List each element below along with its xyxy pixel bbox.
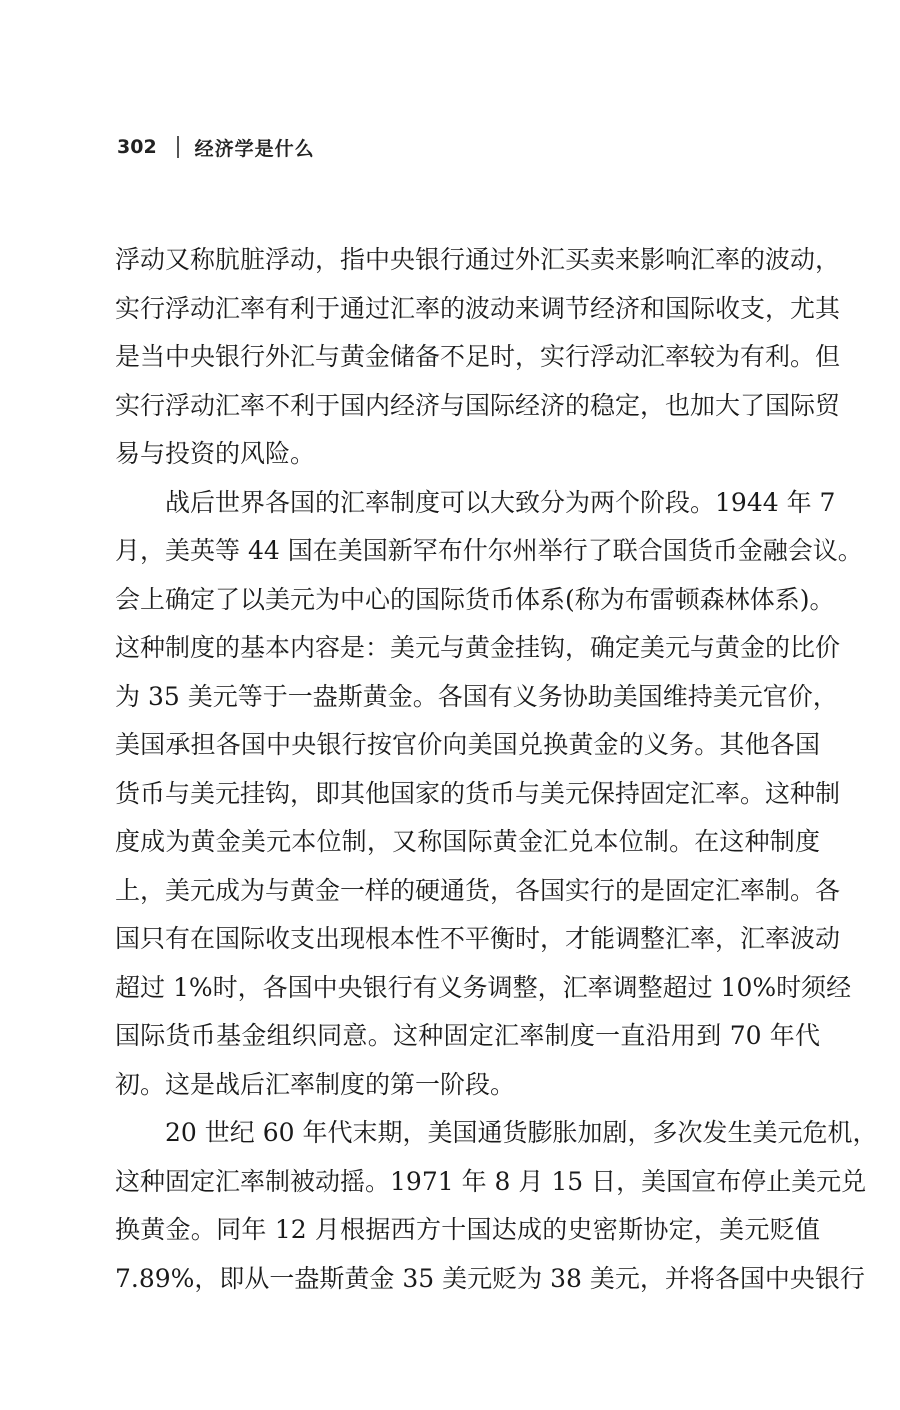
text-line: 7.89%，即从一盎斯黄金 35 美元贬为 38 美元，并将各国中央银行 [115,1263,865,1293]
text-line: 这种制度的基本内容是：美元与黄金挂钩，确定美元与黄金的比价 [115,633,841,662]
text-line: 浮动又称肮脏浮动，指中央银行通过外汇买卖来影响汇率的波动， [115,245,841,274]
paragraph [115,479,863,1110]
paragraph [115,236,841,479]
header-divider [177,136,179,158]
text-line: 上，美元成为与黄金一样的硬通货，各国实行的是固定汇率制。各 [115,875,841,905]
text-line: 超过 1%时，各国中央银行有义务调整，汇率调整超过 10%时须经 [115,972,852,1002]
page-number: 302 [117,136,157,158]
text-line: 货币与美元挂钩，即其他国家的货币与美元保持固定汇率。这种制 [115,778,841,808]
text-line: 初。这是战后汇率制度的第一阶段。 [115,1069,516,1099]
text-line: 易与投资的风险。 [115,439,316,468]
book-title: 经济学是什么 [194,137,315,160]
body-text [115,236,878,1303]
text-line: 月，美英等 44 国在美国新罕布什尔州举行了联合国货币金融会议。 [115,536,863,565]
text-line: 实行浮动汇率不利于国内经济与国际经济的稳定，也加大了国际贸 [115,390,841,420]
text-line: 实行浮动汇率有利于通过汇率的波动来调节经济和国际收支，尤其 [115,293,841,323]
running-header [117,132,315,162]
text-line: 为 35 美元等于一盎斯黄金。各国有义务协助美国维持美元官价， [115,681,838,711]
text-line: 20 世纪 60 年代末期，美国通货膨胀加剧，多次发生美元危机， [165,1118,878,1147]
text-line: 度成为黄金美元本位制，又称国际黄金汇兑本位制。在这种制度 [115,827,820,856]
text-line: 是当中央银行外汇与黄金储备不足时，实行浮动汇率较为有利。但 [115,342,841,371]
text-line: 战后世界各国的汇率制度可以大致分为两个阶段。1944 年 7 [165,487,836,517]
text-line: 换黄金。同年 12 月根据西方十国达成的史密斯协定，美元贬值 [115,1215,820,1244]
text-line: 国际货币基金组织同意。这种固定汇率制度一直沿用到 70 年代 [115,1021,820,1050]
text-line: 会上确定了以美元为中心的国际货币体系(称为布雷顿森林体系)。 [115,584,835,614]
text-line: 美国承担各国中央银行按官价向美国兑换黄金的义务。其他各国 [115,730,820,759]
paragraph [115,1109,878,1303]
text-line: 这种固定汇率制被动摇。1971 年 8 月 15 日，美国宣布停止美元兑 [115,1166,867,1196]
text-line: 国只有在国际收支出现根本性不平衡时，才能调整汇率，汇率波动 [115,924,841,953]
